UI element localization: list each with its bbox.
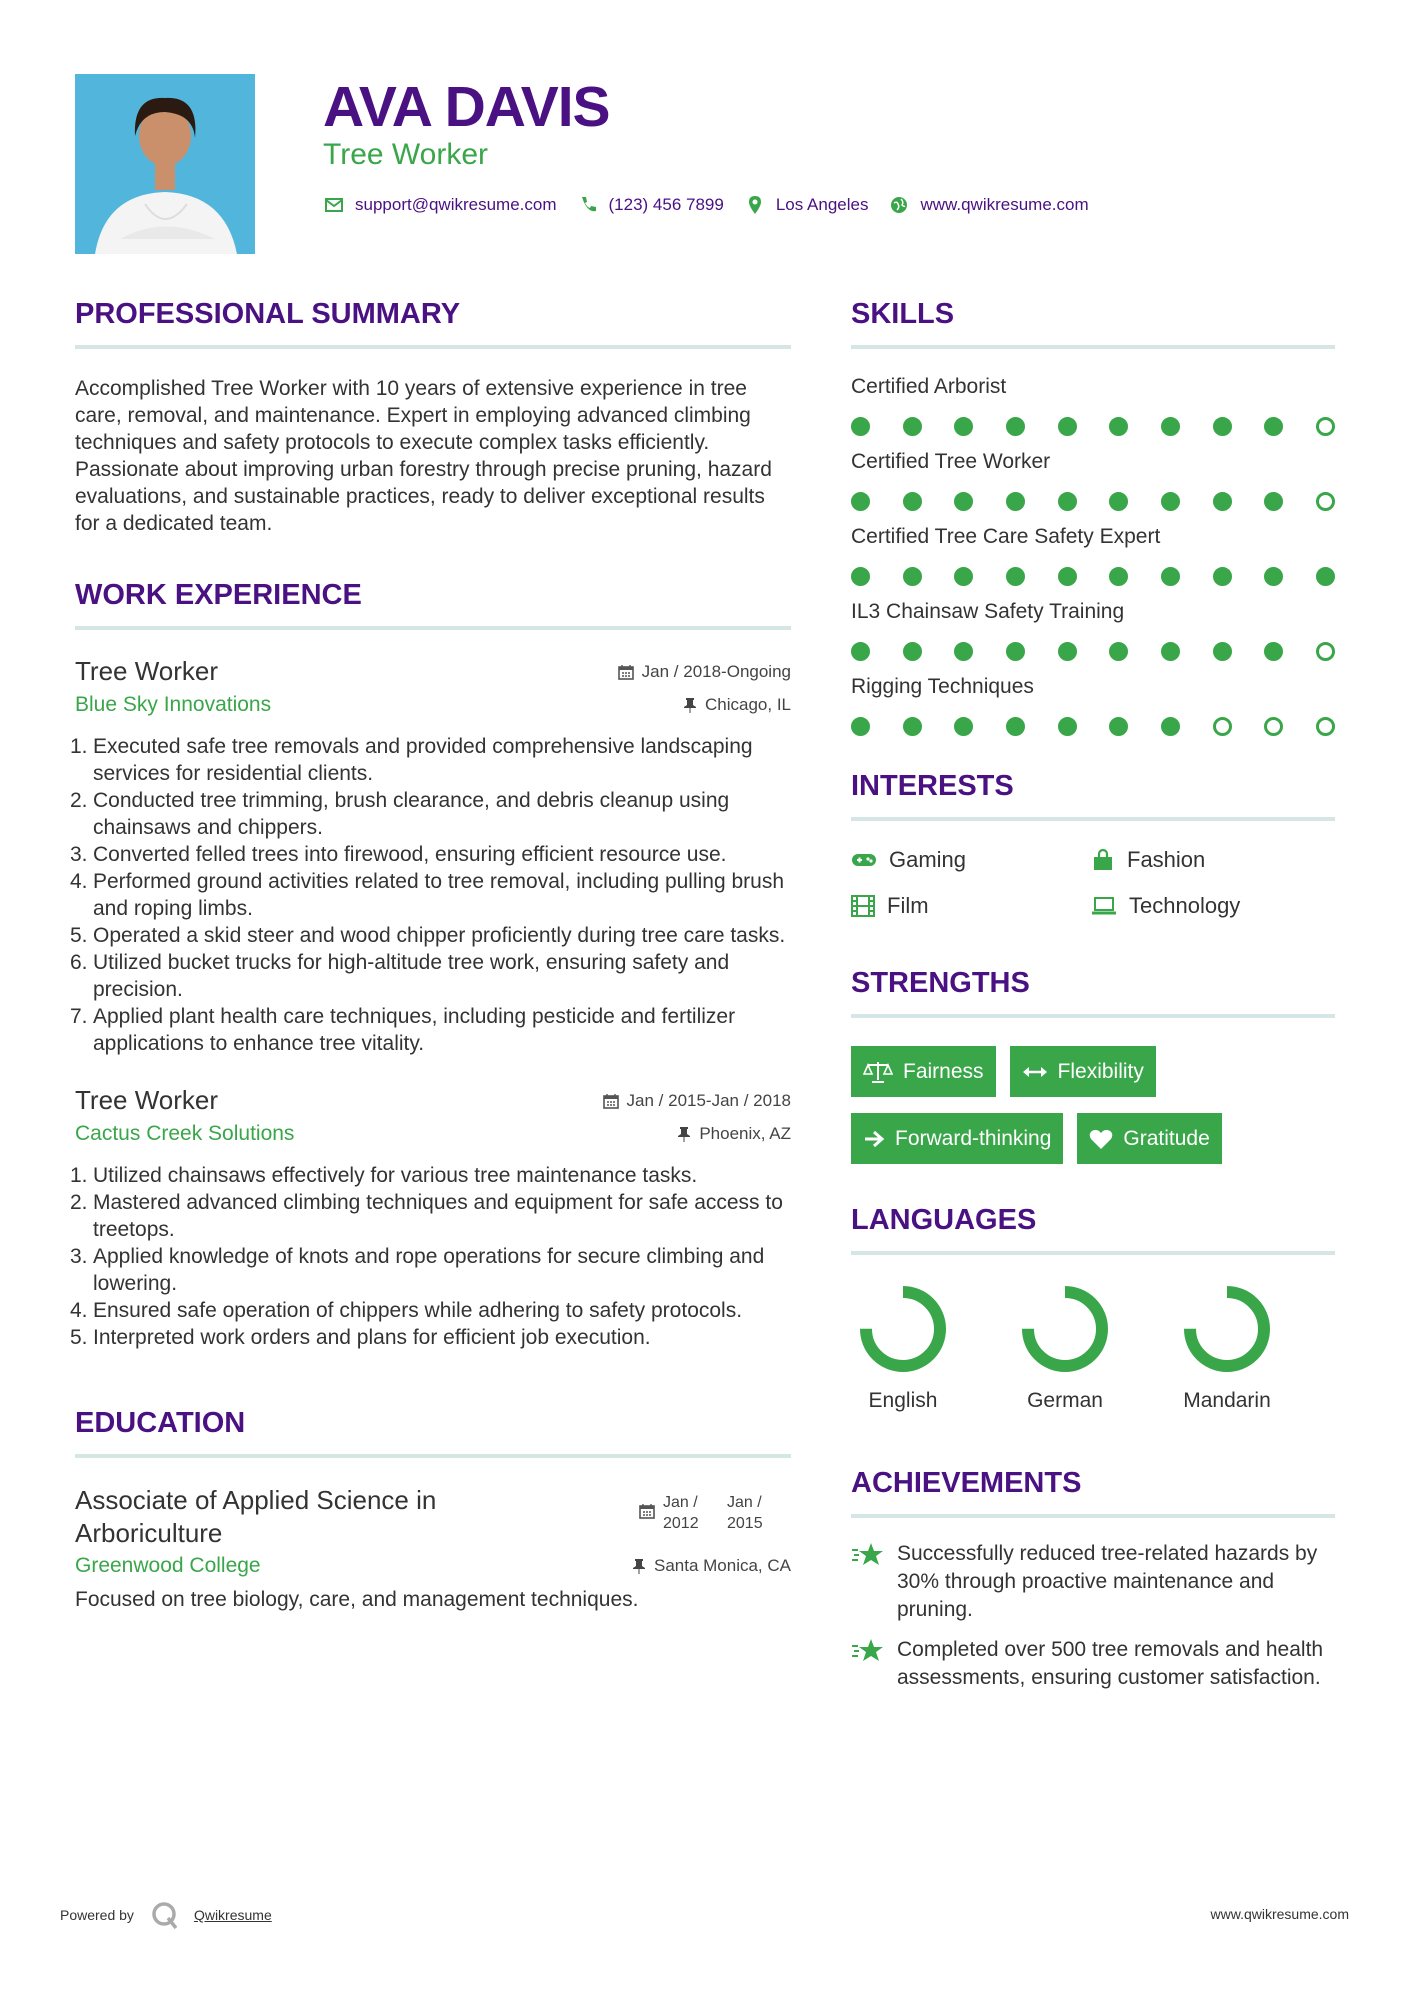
arrow-right-icon	[863, 1129, 885, 1149]
rating-dot-filled	[1058, 567, 1077, 586]
job-responsibilities	[70, 1162, 791, 1351]
rating-dot-filled	[903, 417, 922, 436]
contact-phone[interactable]: (123) 456 7899	[608, 195, 724, 214]
section-divider	[851, 345, 1335, 349]
rating-dot-filled	[1264, 567, 1283, 586]
job-location: Phoenix, AZ	[677, 1124, 791, 1144]
strength-tag: Forward-thinking	[851, 1113, 1063, 1164]
rating-dot-filled	[1006, 642, 1025, 661]
skill-item	[851, 675, 1335, 736]
languages-list	[851, 1285, 1335, 1413]
star-award-icon	[851, 1540, 885, 1570]
strengths-title: STRENGTHS	[851, 967, 1030, 999]
education-dates: Jan / 2012 Jan / 2015	[639, 1492, 791, 1550]
list-item: 2. Conducted tree trimming, brush clearance, and debris cleanup using chainsaws and chippers.	[70, 789, 730, 839]
job-entry	[70, 656, 791, 1057]
rating-dot-empty	[1316, 717, 1335, 736]
job-title: Tree Worker	[75, 1085, 219, 1115]
rating-dot-filled	[1006, 492, 1025, 511]
list-item: 5. Interpreted work orders and plans for efficient job execution.	[70, 1326, 651, 1349]
contact-email[interactable]: support@qwikresume.com	[355, 195, 557, 214]
rating-dot-filled	[1058, 717, 1077, 736]
rating-dot-filled	[851, 717, 870, 736]
list-item: 1. Executed safe tree removals and provided comprehensive landscaping services for residential clients.	[70, 735, 753, 785]
skill-item	[851, 525, 1335, 586]
skill-name: Certified Arborist	[851, 375, 1007, 398]
rating-dot-filled	[954, 417, 973, 436]
rating-dot-filled	[851, 417, 870, 436]
rating-dot-filled	[1006, 717, 1025, 736]
right-column	[851, 298, 1335, 1704]
rating-dot-filled	[1161, 717, 1180, 736]
rating-dot-filled	[1316, 567, 1335, 586]
calendar-icon	[639, 1503, 655, 1519]
rating-dot-filled	[1109, 417, 1128, 436]
rating-dot-filled	[903, 642, 922, 661]
language-name: English	[868, 1389, 938, 1412]
job-title: Tree Worker	[75, 656, 219, 686]
heart-icon	[1089, 1128, 1113, 1150]
achievements-section	[851, 1467, 1335, 1692]
rating-dot-filled	[1006, 567, 1025, 586]
skill-rating	[851, 717, 1335, 736]
rating-dot-filled	[1264, 642, 1283, 661]
strengths-section	[851, 967, 1335, 1164]
rating-dot-empty	[1264, 717, 1283, 736]
skill-item	[851, 450, 1335, 511]
skill-item	[851, 375, 1335, 436]
interest-item: Technology	[1091, 893, 1331, 919]
languages-section	[851, 1204, 1335, 1413]
list-item: 6. Utilized bucket trucks for high-altitude tree work, ensuring safety and precision.	[70, 951, 730, 1001]
rating-dot-filled	[1213, 417, 1232, 436]
language-item	[1021, 1285, 1109, 1413]
rating-dot-empty	[1316, 417, 1335, 436]
left-column	[70, 298, 791, 1612]
education-title: EDUCATION	[75, 1407, 246, 1439]
candidate-name: AVA DAVIS	[323, 75, 610, 139]
education-description: Focused on tree biology, care, and management techniques.	[75, 1588, 639, 1611]
candidate-role: Tree Worker	[323, 138, 489, 171]
list-item: 3. Converted felled trees into firewood, ensuring efficient resource use.	[70, 843, 727, 866]
list-item: 4. Performed ground activities related to tree removal, including pulling brush and roping limbs.	[70, 870, 785, 920]
map-pin-icon	[744, 194, 766, 216]
language-proficiency-ring	[1021, 1285, 1109, 1373]
list-item: 7. Applied plant health care techniques, including pesticide and fertilizer applications to enhance tree vitality.	[70, 1005, 736, 1055]
job-location: Chicago, IL	[683, 695, 791, 715]
rating-dot-filled	[1109, 492, 1128, 511]
list-item: 3. Applied knowledge of knots and rope operations for secure climbing and lowering.	[70, 1245, 765, 1295]
rating-dot-filled	[1213, 567, 1232, 586]
achievements-title: ACHIEVEMENTS	[851, 1467, 1082, 1499]
skill-name: Certified Tree Care Safety Expert	[851, 525, 1161, 548]
school-location: Santa Monica, CA	[632, 1556, 791, 1576]
list-item: 4. Ensured safe operation of chippers while adhering to safety protocols.	[70, 1299, 743, 1322]
company-name: Blue Sky Innovations	[75, 693, 272, 716]
language-level-arc	[1190, 1292, 1264, 1366]
interests-title: INTERESTS	[851, 770, 1014, 802]
education-section	[75, 1407, 791, 1612]
contact-website[interactable]: www.qwikresume.com	[920, 195, 1089, 214]
degree-name: Associate of Applied Science in Arboriculture	[75, 1485, 437, 1548]
experience-title: WORK EXPERIENCE	[75, 579, 362, 611]
section-divider	[75, 1454, 791, 1458]
rating-dot-filled	[903, 717, 922, 736]
contact-bar	[323, 194, 1109, 216]
rating-dot-filled	[954, 642, 973, 661]
rating-dot-filled	[851, 567, 870, 586]
rating-dot-filled	[1161, 642, 1180, 661]
rating-dot-empty	[1213, 717, 1232, 736]
interest-item: Gaming	[851, 847, 1091, 873]
rating-dot-filled	[1006, 417, 1025, 436]
section-divider	[851, 817, 1335, 821]
rating-dot-filled	[954, 567, 973, 586]
balance-scale-icon	[863, 1060, 893, 1084]
pushpin-icon	[632, 1558, 646, 1574]
film-icon	[851, 895, 875, 917]
language-item	[859, 1285, 947, 1413]
rating-dot-filled	[954, 717, 973, 736]
footer-website[interactable]: www.qwikresume.com	[1210, 1906, 1349, 1922]
skill-name: IL3 Chainsaw Safety Training	[851, 600, 1125, 623]
job-entry	[70, 1085, 791, 1351]
achievement-item: Successfully reduced tree-related hazards by 30% through proactive maintenance and pruning.	[851, 1540, 1335, 1624]
brand-link[interactable]: Qwikresume	[193, 1907, 272, 1923]
interest-item: Fashion	[1091, 847, 1331, 873]
summary-section	[75, 298, 791, 537]
profile-photo	[75, 74, 255, 254]
section-divider	[75, 626, 791, 630]
rating-dot-filled	[1109, 567, 1128, 586]
school-name: Greenwood College	[75, 1554, 261, 1577]
skill-rating	[851, 417, 1335, 436]
double-arrow-icon	[1022, 1064, 1048, 1080]
languages-title: LANGUAGES	[851, 1204, 1037, 1236]
phone-icon	[577, 194, 599, 216]
footer-powered	[60, 1900, 272, 1930]
skills-section	[851, 298, 1335, 736]
gamepad-icon	[851, 851, 877, 869]
section-divider	[75, 345, 791, 349]
language-proficiency-ring	[1183, 1285, 1271, 1373]
rating-dot-filled	[1264, 417, 1283, 436]
rating-dot-filled	[1213, 642, 1232, 661]
star-award-icon	[851, 1636, 885, 1666]
laptop-icon	[1091, 896, 1117, 916]
interest-item: Film	[851, 893, 1091, 919]
contact-location: Los Angeles	[775, 195, 869, 214]
achievement-item: Completed over 500 tree removals and health assessments, ensuring customer satisfaction.	[851, 1636, 1335, 1692]
language-level-arc	[866, 1292, 940, 1366]
job-dates: Jan / 2015-Jan / 2018	[603, 1091, 791, 1111]
language-item	[1183, 1285, 1271, 1413]
skill-rating	[851, 567, 1335, 586]
rating-dot-filled	[851, 642, 870, 661]
summary-text: Accomplished Tree Worker with 10 years of extensive experience in tree care, removal, and maintenance. Expert in employing advanced climbing techniques and safety protocols to execute complex tasks efficiently. Passionate about improving urban forestry through precise pruning, hazard evaluations, and sustainable practices, ready to deliver exceptional results for a dedicated team.	[75, 377, 772, 535]
rating-dot-filled	[1213, 492, 1232, 511]
skills-title: SKILLS	[851, 298, 955, 330]
rating-dot-filled	[1109, 642, 1128, 661]
pushpin-icon	[677, 1126, 691, 1142]
rating-dot-filled	[903, 492, 922, 511]
job-responsibilities	[70, 733, 791, 1057]
skills-list	[851, 375, 1335, 736]
skill-item	[851, 600, 1335, 661]
rating-dot-empty	[1316, 492, 1335, 511]
rating-dot-filled	[1161, 492, 1180, 511]
list-item: 5. Operated a skid steer and wood chipper proficiently during tree care tasks.	[70, 924, 786, 947]
rating-dot-filled	[1058, 642, 1077, 661]
calendar-icon	[603, 1093, 619, 1109]
rating-dot-filled	[1161, 567, 1180, 586]
rating-dot-filled	[1109, 717, 1128, 736]
strength-tag: Fairness	[851, 1046, 996, 1097]
shopping-bag-icon	[1091, 848, 1115, 872]
rating-dot-filled	[954, 492, 973, 511]
company-name: Cactus Creek Solutions	[75, 1122, 295, 1145]
interests-section	[851, 770, 1335, 919]
language-name: Mandarin	[1183, 1389, 1271, 1412]
pushpin-icon	[683, 697, 697, 713]
strength-tag: Flexibility	[1010, 1046, 1156, 1097]
list-item: 1. Utilized chainsaws effectively for various tree maintenance tasks.	[70, 1164, 698, 1187]
summary-title: PROFESSIONAL SUMMARY	[75, 298, 461, 330]
language-name: German	[1027, 1389, 1103, 1412]
envelope-icon	[323, 194, 345, 216]
skill-rating	[851, 642, 1335, 661]
calendar-icon	[618, 664, 634, 680]
rating-dot-filled	[1264, 492, 1283, 511]
skill-name: Rigging Techniques	[851, 675, 1034, 698]
skill-rating	[851, 492, 1335, 511]
section-divider	[851, 1014, 1335, 1018]
section-divider	[851, 1514, 1335, 1518]
globe-icon	[888, 194, 910, 216]
language-proficiency-ring	[859, 1285, 947, 1373]
rating-dot-filled	[851, 492, 870, 511]
list-item: 2. Mastered advanced climbing techniques and equipment for safe access to treetops.	[70, 1191, 783, 1241]
rating-dot-empty	[1316, 642, 1335, 661]
qwikresume-logo-icon	[150, 1900, 180, 1930]
rating-dot-filled	[903, 567, 922, 586]
experience-section	[70, 579, 791, 1351]
rating-dot-filled	[1161, 417, 1180, 436]
section-divider	[851, 1251, 1335, 1255]
rating-dot-filled	[1058, 492, 1077, 511]
rating-dot-filled	[1058, 417, 1077, 436]
language-level-arc	[1028, 1292, 1102, 1366]
skill-name: Certified Tree Worker	[851, 450, 1051, 473]
job-dates: Jan / 2018-Ongoing	[618, 662, 791, 682]
powered-by-label: Powered by	[60, 1907, 134, 1923]
strength-tag: Gratitude	[1077, 1113, 1221, 1164]
